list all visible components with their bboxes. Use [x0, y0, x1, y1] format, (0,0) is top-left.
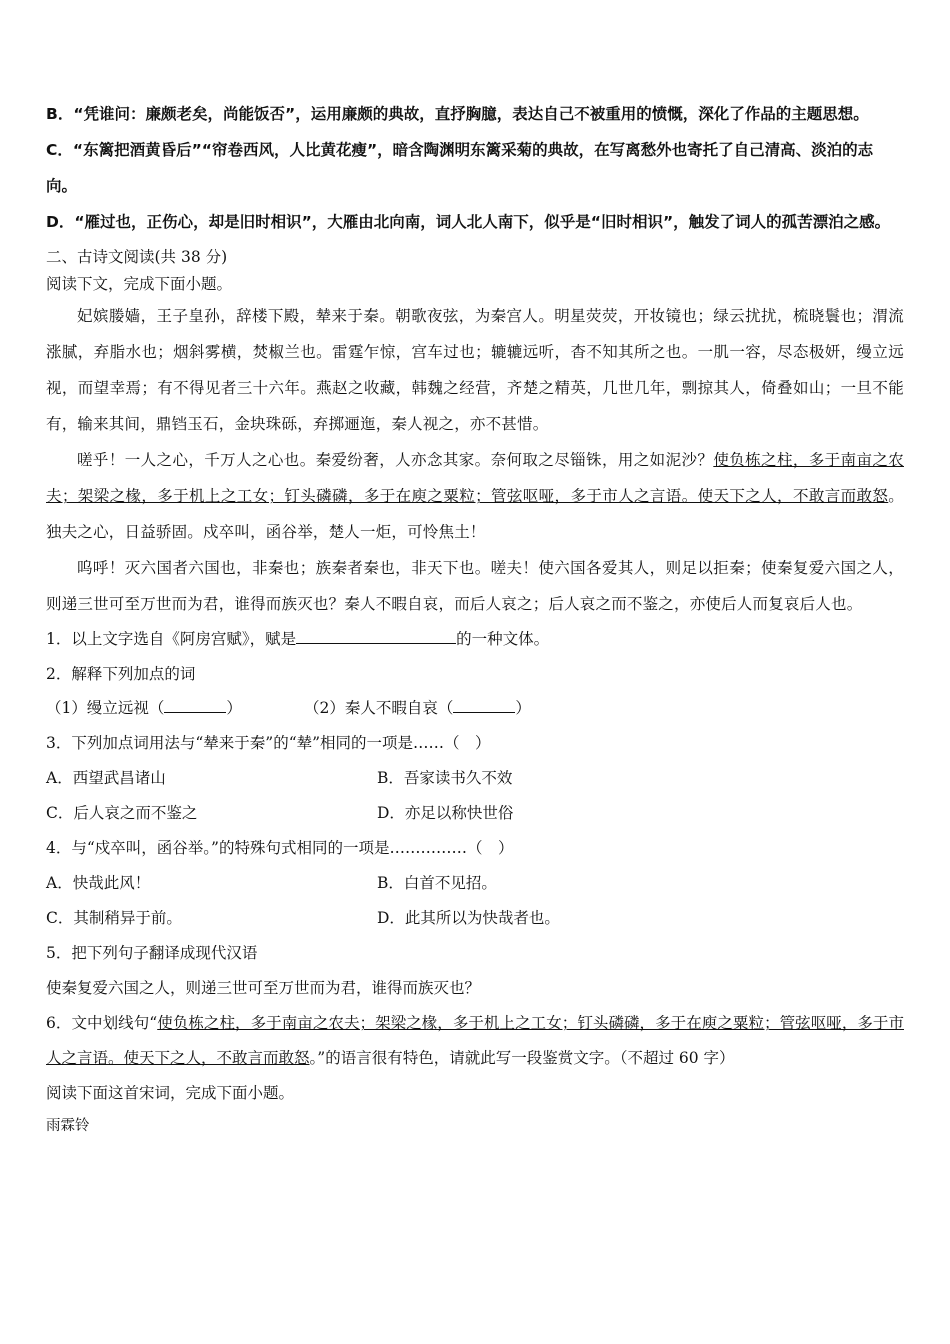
q2-item-1-after: ） — [226, 699, 242, 717]
option-d-text: “雁过也，正伤心，却是旧时相识”，大雁由北向南，词人北人南下，似乎是“旧时相识”，触发了词人的孤苦漂泊之感。 — [74, 213, 891, 231]
option-b-text: “凭谁问：廉颇老矣，尚能饭否”，运用廉颇的典故，直抒胸臆，表达自己不被重用的愤慨，深化了作品的主题思想。 — [73, 105, 869, 123]
passage-p2-underlined: 使负栋之柱，多于南亩之农夫；架梁之椽，多于机上之工女；钉头磷磷，多于在庾之粟粒；管弦呕哑，多于市人之言语。使天下之人，不敢言而敢怒 — [46, 451, 904, 505]
poem-title: 雨霖铃 — [46, 1118, 90, 1134]
option-c-letter: C． — [46, 141, 73, 159]
question-3-options-row-1 — [46, 761, 904, 796]
question-1 — [46, 622, 904, 657]
q6-before: 6．文中划线句“ — [46, 1014, 158, 1032]
q3-option-b[interactable]: B．吾家读书久不效 — [377, 769, 513, 787]
passage-paragraph-2 — [46, 442, 904, 550]
question-1-before: 1．以上文字选自《阿房宫赋》，赋是 — [46, 630, 297, 648]
question-2: 2．解释下列加点的词 — [46, 665, 196, 683]
q3-option-c[interactable]: C．后人哀之而不鉴之 — [46, 804, 198, 822]
question-4: 4．与“戍卒叫，函谷举。”的特殊句式相同的一项是……………（ ） — [46, 839, 514, 857]
question-6 — [46, 1006, 904, 1076]
question-1-after: 的一种文体。 — [456, 630, 550, 648]
q3-option-d[interactable]: D．亦足以称快世俗 — [377, 804, 514, 822]
question-4-options-row-1 — [46, 866, 904, 901]
document-page — [46, 96, 904, 1141]
q4-option-b[interactable]: B．白首不见招。 — [377, 874, 497, 892]
question-1-blank[interactable] — [296, 627, 456, 644]
option-d-letter: D． — [46, 213, 75, 231]
question-2-items — [46, 691, 904, 726]
q6-after: 。”的语言很有特色，请就此写一段鉴赏文字。（不超过 60 字） — [309, 1049, 735, 1067]
q3-option-a[interactable]: A．西望武昌诸山 — [46, 769, 166, 787]
question-5-sentence: 使秦复爱六国之人，则递三世可至万世而为君，谁得而族灭也？ — [46, 979, 481, 997]
q2-item-2-before: （2）秦人不暇自哀（ — [304, 699, 454, 717]
reading-instruction: 阅读下文，完成下面小题。 — [46, 275, 233, 293]
option-c — [46, 132, 904, 204]
q4-option-c[interactable]: C．其制稍异于前。 — [46, 909, 182, 927]
passage-p2-after: 。独夫之心，日益骄固。戍卒叫，函谷举，楚人一炬，可怜焦土！ — [46, 487, 904, 541]
question-4-options-row-2 — [46, 901, 904, 936]
option-c-text: “东篱把酒黄昏后”“帘卷西风，人比黄花瘦”，暗含陶渊明东篱采菊的典故，在写离愁外也寄托了自己清高、淡泊的志向。 — [46, 141, 874, 195]
q2-item-1-before: （1）缦立远视（ — [46, 699, 165, 717]
q4-option-a[interactable]: A．快哉此风！ — [46, 874, 151, 892]
passage-p2-before: 嗟乎！一人之心，千万人之心也。秦爱纷奢，人亦念其家。奈何取之尽锱铢，用之如泥沙？ — [77, 451, 714, 469]
q2-item-1-blank[interactable] — [164, 696, 226, 713]
option-b — [46, 96, 904, 132]
next-instruction: 阅读下面这首宋词，完成下面小题。 — [46, 1084, 295, 1102]
question-3: 3．下列加点词用法与“辇来于秦”的“辇”相同的一项是……（ ） — [46, 734, 491, 752]
passage-paragraph-1: 妃嫔媵嫱，王子皇孙，辞楼下殿，辇来于秦。朝歌夜弦，为秦宫人。明星荧荧，开妆镜也；绿云扰扰，梳晓鬟也；渭流涨腻，弃脂水也；烟斜雾横，焚椒兰也。雷霆乍惊，宫车过也；辘辘远听，杳不知其所之也。一肌一容，尽态极妍，缦立远视，而望幸焉；有不得见者三十六年。燕赵之收藏，韩魏之经营，齐楚之精英，几世几年，剽掠其人，倚叠如山；一旦不能有，输来其间，鼎铛玉石，金块珠砾，弃掷逦迤，秦人视之，亦不甚惜。 — [46, 307, 904, 433]
question-2-item-2 — [304, 691, 635, 726]
section-title: 二、古诗文阅读(共 38 分) — [46, 248, 228, 266]
q2-item-2-after: ） — [515, 699, 531, 717]
passage-paragraph-3: 呜呼！灭六国者六国也，非秦也；族秦者秦也，非天下也。嗟夫！使六国各爱其人，则足以拒秦；使秦复爱六国之人，则递三世可至万世而为君，谁得而族灭也？秦人不暇自哀，而后人哀之；后人哀之而不鉴之，亦使后人而复哀后人也。 — [46, 559, 904, 613]
q4-option-d[interactable]: D．此其所以为快哉者也。 — [377, 909, 560, 927]
question-3-options-row-2 — [46, 796, 904, 831]
option-d — [46, 204, 904, 240]
q2-item-2-blank[interactable] — [453, 696, 515, 713]
question-2-item-1 — [46, 691, 304, 726]
option-b-letter: B． — [46, 105, 74, 123]
q6-underlined: 使负栋之柱，多于南亩之农夫；架梁之椽，多于机上之工女；钉头磷磷，多于在庾之粟粒；管弦呕哑，多于市人之言语。使天下之人，不敢言而敢怒 — [46, 1014, 904, 1067]
question-5: 5．把下列句子翻译成现代汉语 — [46, 944, 258, 962]
